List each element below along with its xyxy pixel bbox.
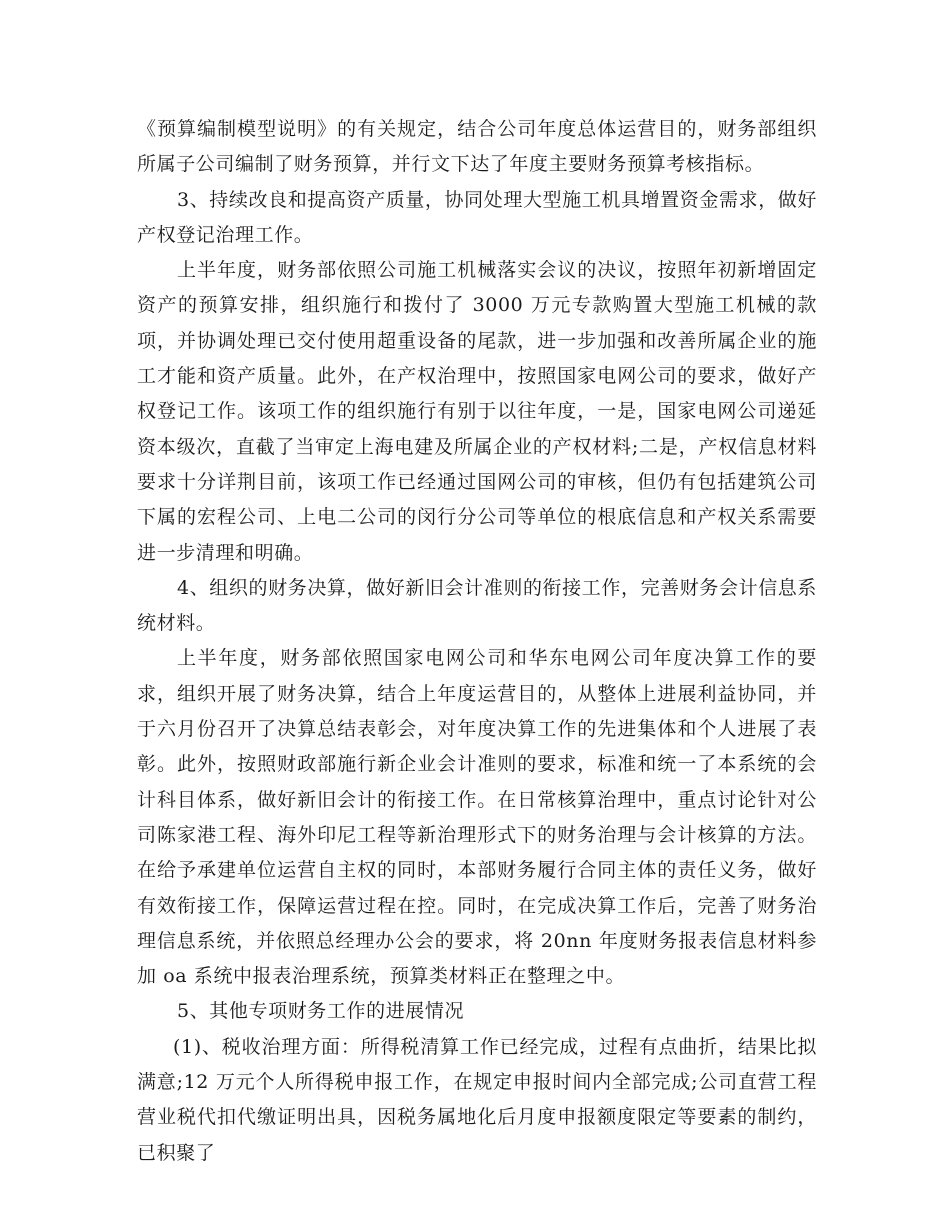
document-body [137, 112, 817, 1171]
paragraph-heading-asset-quality: 3、持续改良和提高资产质量，协同处理大型施工机具增置资金需求，做好产权登记治理工作。 [137, 188, 817, 246]
paragraph-heading-special-work: 5、其他专项财务工作的进展情况 [177, 1000, 465, 1023]
paragraph-asset-details: 上半年度，财务部依照公司施工机械落实会议的决议，按照年初新增固定资产的预算安排，组织施行和拨付了 3000 万元专款购置大型施工机械的款项，并协调处理已交付使用超重设备的尾款，进一步加强和改善所属企业的施工才能和资产质量。此外，在产权治理中，按照国家电网公司的要求，做好产权登记工作。该项工作的组织施行有别于以往年度，一是，国家电网公司递延资本级次，直截了当审定上海电建及所属企业的产权材料;二是，产权信息材料要求十分详荆目前，该项工作已经通过国网公司的审核，但仍有包括建筑公司下属的宏程公司、上电二公司的闵行分公司等单位的根底信息和产权关系需要进一步清理和明确。 [137, 259, 817, 564]
paragraph-tax-management: (1)、税收治理方面：所得税清算工作已经完成，过程有点曲折，结果比拟满意;12 万元个人所得税申报工作，在规定申报时间内全部完成;公司直营工程营业税代扣代缴证明出具，因税务属地化后月度申报额度限定等要素的制约，已积聚了 [137, 1035, 817, 1164]
paragraph-final-accounts-details: 上半年度，财务部依照国家电网公司和华东电网公司年度决算工作的要求，组织开展了财务决算，结合上年度运营目的，从整体上进展利益协同，并于六月份召开了决算总结表彰会，对年度决算工作的先进集体和个人进展了表彰。此外，按照财政部施行新企业会计准则的要求，标准和统一了本系统的会计科目体系，做好新旧会计的衔接工作。在日常核算治理中，重点讨论针对公司陈家港工程、海外印尼工程等新治理形式下的财务治理与会计核算的方法。在给予承建单位运营自主权的同时，本部财务履行合同主体的责任义务，做好有效衔接工作，保障运营过程在控。同时，在完成决算工作后，完善了财务治理信息系统，并依照总经理办公会的要求，将 20nn 年度财务报表信息材料参加 oa 系统中报表治理系统，预算类材料正在整理之中。 [137, 647, 817, 988]
paragraph-heading-final-accounts: 4、组织的财务决算，做好新旧会计准则的衔接工作，完善财务会计信息系统材料。 [137, 576, 817, 635]
paragraph-budget-model: 《预算编制模型说明》的有关规定，结合公司年度总体运营目的，财务部组织所属子公司编制了财务预算，并行文下达了年度主要财务预算考核指标。 [137, 118, 817, 176]
